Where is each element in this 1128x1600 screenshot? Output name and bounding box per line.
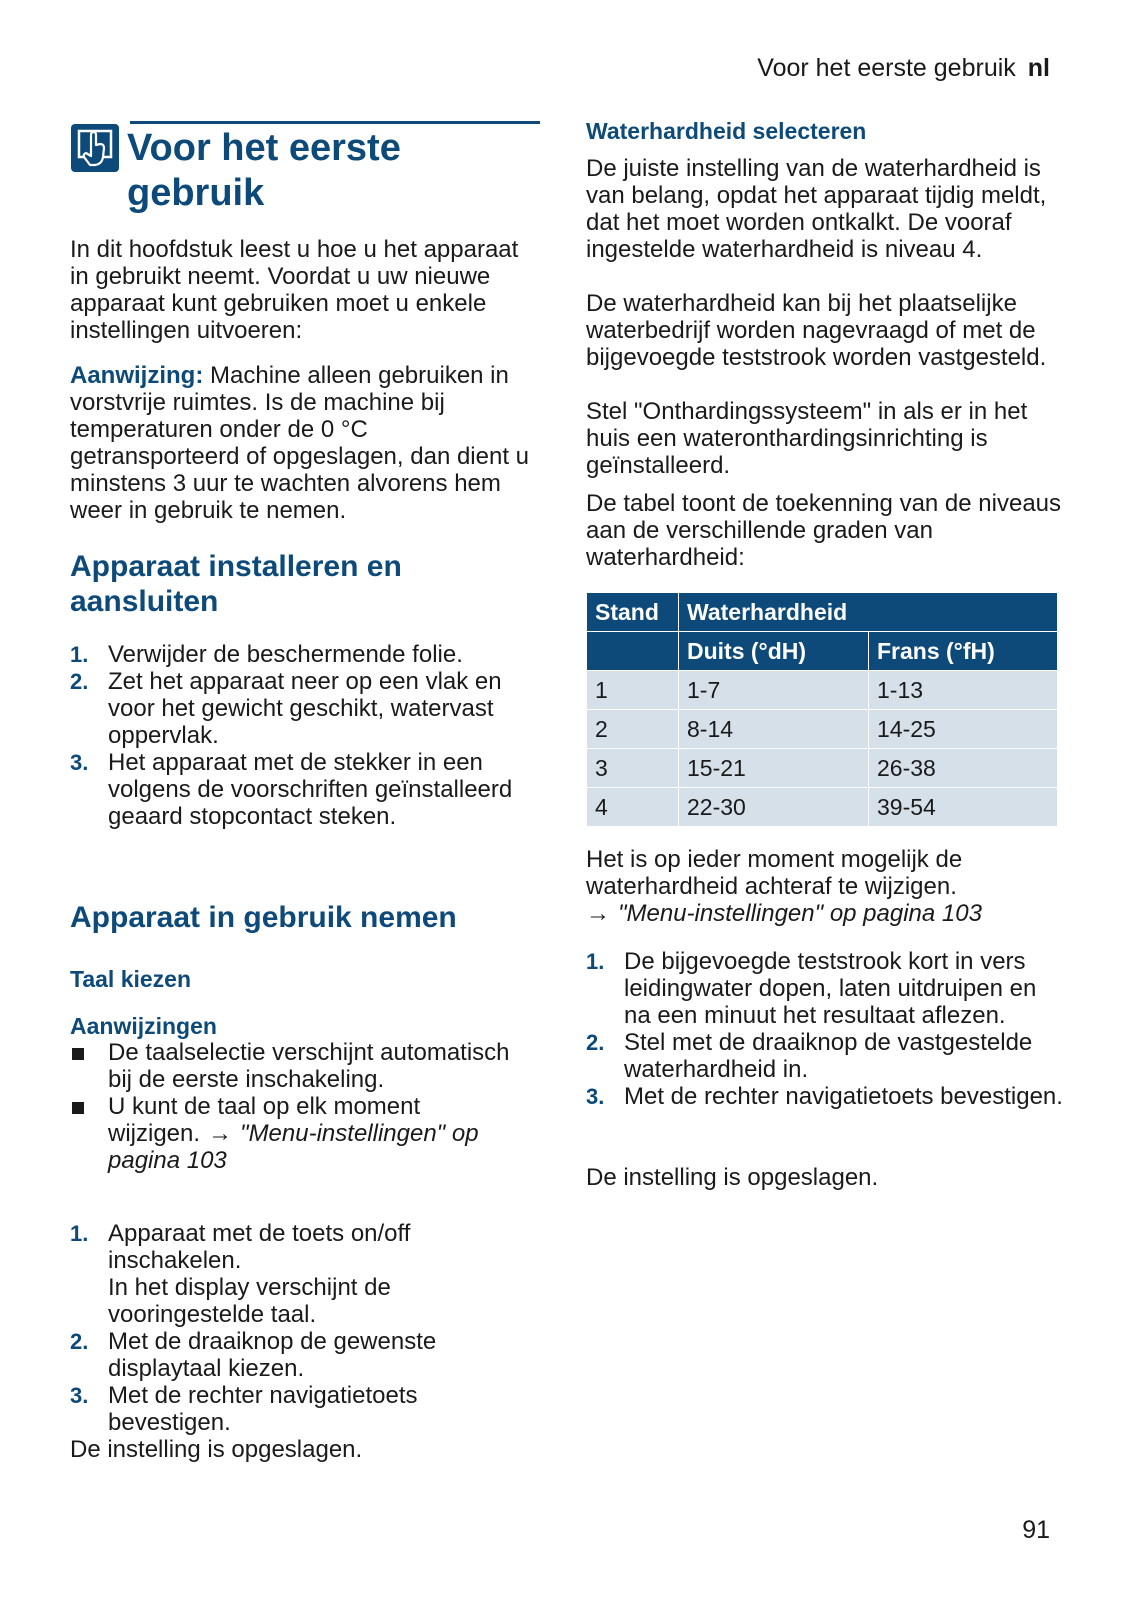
running-header: [757, 54, 1050, 83]
chapter-title: Voor het eerste gebruik: [127, 127, 401, 214]
table-header-water: Waterhardheid: [679, 593, 1058, 632]
header-language: nl: [1027, 54, 1050, 82]
table-header-fh: Frans (°fH): [869, 632, 1058, 671]
list-item: 3. Met de rechter navigatietoets bevestigen.: [70, 1382, 418, 1436]
install-steps: [70, 641, 540, 830]
water-heading: Waterhardheid selecteren: [586, 118, 867, 144]
language-steps: [70, 1220, 540, 1436]
install-heading: Apparaat installeren en aansluiten: [70, 550, 402, 618]
notes-heading: Aanwijzingen: [70, 1013, 217, 1039]
table-row: 3 15-21 26-38: [587, 749, 1058, 788]
arrow-right-icon: →: [208, 1120, 233, 1147]
arrow-right-icon: →: [586, 900, 610, 927]
table-header-dh: Duits (°dH): [679, 632, 869, 671]
note-text: Machine alleen gebruiken in vorstvrije ruimtes. Is de machine bij temperaturen onder de 0 °C getransporteerd of opgeslagen, dan dient u minstens 3 uur te wachten alvorens hem weer in gebruik te nemen.: [70, 362, 530, 524]
chapter-rule: [130, 121, 540, 124]
language-heading: Taal kiezen: [70, 966, 192, 992]
intro-paragraph: In dit hoofdstuk leest u hoe u het apparaat in gebruikt neemt. Voordat u uw nieuwe apparaat kunt gebruiken moet u enkele instellingen uitvoeren:: [70, 236, 519, 344]
water-paragraph-3: Stel "Onthardingssysteem" in als er in het huis een wateronthardingsinrichting is geïnstalleerd.: [586, 398, 1028, 479]
list-item: 1. De bijgevoegde teststrook kort in vers leidingwater dopen, laten uitdruipen en na een minuut het resultaat aflezen.: [586, 948, 1037, 1029]
water-paragraph-1: De juiste instelling van de waterhardheid is van belang, opdat het apparaat tijdig meldt, dat het moet worden ontkalkt. De vooraf ingestelde waterhardheid is niveau 4.: [586, 155, 1047, 263]
table-header-stand: Stand: [587, 593, 679, 632]
water-steps: [586, 948, 1064, 1110]
cross-reference-link[interactable]: "Menu-instellingen" op pagina 103: [108, 1120, 479, 1174]
list-item: 3. Met de rechter navigatietoets bevestigen.: [586, 1083, 1063, 1110]
list-item: U kunt de taal op elk moment wijzigen. → "Menu-instellingen" op pagina 103: [70, 1093, 540, 1174]
water-paragraph-4: De tabel toont de toekenning van de niveaus aan de verschillende graden van waterhardheid:: [586, 490, 1062, 571]
water-result: De instelling is opgeslagen.: [586, 1164, 879, 1191]
language-result: De instelling is opgeslagen.: [70, 1436, 363, 1463]
water-paragraph-2: De waterhardheid kan bij het plaatselijke waterbedrijf worden nagevraagd of met de bijgevoegde teststrook worden vastgesteld.: [586, 290, 1047, 371]
bullet-square-icon: [72, 1102, 84, 1114]
hand-touch-icon: [70, 123, 120, 173]
list-item: 2. Met de draaiknop de gewenste displaytaal kiezen.: [70, 1328, 437, 1382]
bullet-square-icon: [72, 1048, 84, 1060]
table-row: 1 1-7 1-13: [587, 671, 1058, 710]
list-item: 3. Het apparaat met de stekker in een volgens de voorschriften geïnstalleerd geaard stopcontact steken.: [70, 749, 513, 830]
use-heading: Apparaat in gebruik nemen: [70, 901, 457, 934]
water-hardness-table: [586, 592, 1058, 827]
note-paragraph: [70, 362, 540, 524]
notes-bullets: [70, 1039, 540, 1174]
table-row: 4 22-30 39-54: [587, 788, 1058, 827]
note-label: Aanwijzing:: [70, 362, 204, 389]
page-number: 91: [1022, 1516, 1050, 1544]
list-item: 2. Zet het apparaat neer op een vlak en voor het gewicht geschikt, watervast oppervlak.: [70, 668, 502, 749]
list-item: 1. Apparaat met de toets on/off inschakelen. In het display verschijnt de vooringestelde taal.: [70, 1220, 411, 1328]
after-table-paragraph: Het is op ieder moment mogelijk de waterhardheid achteraf te wijzigen. → "Menu-instellingen" op pagina 103: [586, 846, 982, 927]
list-item: 2. Stel met de draaiknop de vastgestelde waterhardheid in.: [586, 1029, 1033, 1083]
table-header-empty: [587, 632, 679, 671]
cross-reference-link[interactable]: "Menu-instellingen" op pagina 103: [618, 900, 982, 927]
header-section: Voor het eerste gebruik: [757, 54, 1016, 82]
list-item: 1. Verwijder de beschermende folie.: [70, 641, 463, 668]
list-item: De taalselectie verschijnt automatisch bij de eerste inschakeling.: [70, 1039, 540, 1093]
table-row: 2 8-14 14-25: [587, 710, 1058, 749]
